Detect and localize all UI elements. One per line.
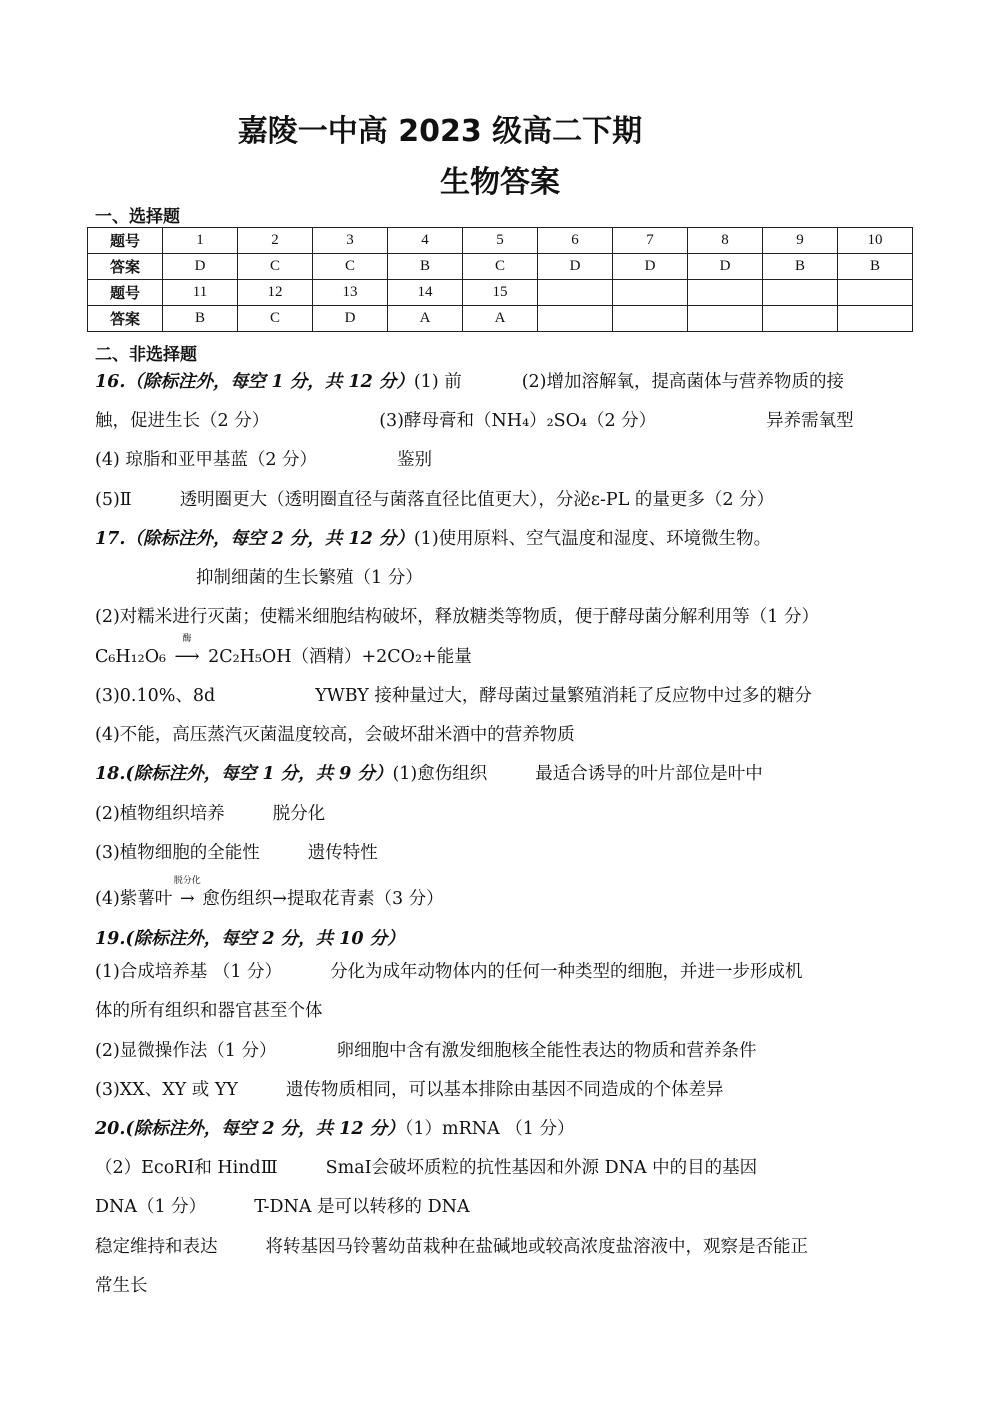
q16-line-3 [95,448,432,472]
q19-heading: 19.(除标注外，每空 2 分，共 10 分） [95,929,405,949]
q17-answer: (4)不能，高压蒸汽灭菌温度较高，会破坏甜米酒中的营养物质 [95,725,575,745]
q20-answer: SmaⅠ会破坏质粒的抗性基因和外源 DNA 中的目的基因 [325,1158,758,1178]
table-row [88,254,913,280]
table-row [88,280,913,306]
q18-line-2 [95,802,325,826]
q20-line-2 [95,1156,757,1180]
q20-answer: 将转基因马铃薯幼苗栽种在盐碱地或较高浓度盐溶液中，观察是否能正 [265,1237,808,1257]
table-cell: D [688,254,763,280]
table-row [88,228,913,254]
table-cell [688,280,763,306]
q16-answer: 透明圈更大（透明圈直径与菌落直径比值更大），分泌ε-PL 的量更多（2 分） [179,490,775,510]
table-cell [763,306,838,332]
q19-line-1 [95,927,405,951]
table-cell: A [388,306,463,332]
table-cell: 5 [463,228,538,254]
q17-line-2 [196,566,423,590]
q20-answer: 稳定维持和表达 [95,1237,218,1257]
q20-heading: 20.(除标注外，每空 2 分，共 12 分） [95,1119,405,1139]
table-cell: 7 [613,228,688,254]
q16-line-2 [95,409,854,433]
q16-answer: (3)酵母膏和（NH₄）₂SO₄（2 分） [379,411,657,431]
q16-answer: (4) 琼脂和亚甲基蓝（2 分） [95,450,318,470]
section1-title: 一、选择题 [95,207,180,227]
q19-line-2 [95,960,803,984]
q19-answer: 体的所有组织和器官甚至个体 [95,1001,323,1021]
table-cell: D [613,254,688,280]
table-cell: 10 [838,228,913,254]
table-cell: 8 [688,228,763,254]
q20-answer: T-DNA 是可以转移的 DNA [254,1197,470,1217]
q18-answer: (1)愈伤组织 [392,764,488,784]
q17-answer: (3)0.10%、8d [95,686,216,706]
q20-line-3 [95,1195,470,1219]
q18-heading: 18.(除标注外，每空 1 分，共 9 分） [95,764,393,784]
table-cell: B [838,254,913,280]
q17-heading: 17.（除标注外，每空 2 分，共 12 分） [95,529,414,549]
q20-answer: 常生长 [95,1276,148,1296]
table-cell [838,306,913,332]
q19-answer: 分化为成年动物体内的任何一种类型的细胞，并进一步形成机 [330,962,803,982]
equation-right: 2C₂H₅OH（酒精）+2CO₂+能量 [208,647,472,667]
q16-answer: 异养需氧型 [766,411,854,431]
q18-line-4 [95,876,444,911]
q17-line-6 [95,723,575,747]
table-cell: 15 [463,280,538,306]
table-cell: D [538,254,613,280]
q18-answer: (2)植物组织培养 [95,804,225,824]
q16-answer: (5)Ⅱ [95,490,132,510]
row-label: 答案 [88,306,163,332]
q16-answer: 触，促进生长（2 分） [95,411,270,431]
table-cell: C [313,254,388,280]
arrow-label: 酶 [182,634,192,644]
q18-answer: 脱分化 [272,804,326,824]
q20-line-5 [95,1274,148,1298]
q18-answer: (4)紫薯叶 [95,889,173,909]
q19-line-3 [95,999,323,1023]
table-cell [763,280,838,306]
q18-line-1 [95,762,763,786]
q20-line-4 [95,1235,808,1259]
q17-answer: 抑制细菌的生长繁殖（1 分） [196,568,423,588]
answer-table [87,227,913,332]
table-cell [613,306,688,332]
q16-line-4 [95,488,774,512]
table-cell: B [163,306,238,332]
q17-answer: (2)对糯米进行灭菌；使糯米细胞结构破坏，释放糖类等物质，便于酵母菌分解利用等（1 分） [95,607,819,627]
equation-left: C₆H₁₂O₆ [95,647,167,667]
q17-equation [95,634,472,669]
table-cell: 11 [163,280,238,306]
arrow-label: 脱分化 [173,876,201,886]
q20-answer: DNA（1 分） [95,1197,207,1217]
q16-line-1 [95,370,844,394]
q18-line-3 [95,841,378,865]
table-cell: 12 [238,280,313,306]
table-cell [838,280,913,306]
table-cell: 1 [163,228,238,254]
q16-answer: (1) 前 [413,372,462,392]
q17-line-5 [95,684,812,708]
arrow-icon: 脱分化 → [173,876,201,909]
q16-heading: 16.（除标注外，每空 1 分，共 12 分） [95,372,414,392]
q19-answer: 卵细胞中含有激发细胞核全能性表达的物质和营养条件 [336,1041,757,1061]
table-cell: D [163,254,238,280]
table-cell: B [388,254,463,280]
q19-line-5 [95,1078,723,1102]
table-cell: 9 [763,228,838,254]
table-cell: 6 [538,228,613,254]
table-cell: B [763,254,838,280]
table-cell: C [238,254,313,280]
q20-answer: （2）EcoRⅠ和 HindⅢ [95,1158,278,1178]
table-cell: 14 [388,280,463,306]
table-cell [613,280,688,306]
q19-line-4 [95,1039,757,1063]
table-cell [688,306,763,332]
q17-answer: (1)使用原料、空气温度和湿度、环境微生物。 [413,529,772,549]
q20-line-1 [95,1117,575,1141]
q19-answer: (3)XX、XY 或 YY [95,1080,238,1100]
page-subtitle: 生物答案 [440,165,560,200]
table-cell: 4 [388,228,463,254]
q18-answer: 愈伤组织→提取花青素（3 分） [202,889,444,909]
table-cell: 3 [313,228,388,254]
q18-answer: (3)植物细胞的全能性 [95,843,260,863]
table-cell: C [238,306,313,332]
row-label: 题号 [88,228,163,254]
q16-answer: 鉴别 [397,450,433,470]
table-cell: A [463,306,538,332]
q19-answer: (2)显微操作法（1 分） [95,1041,277,1061]
table-row [88,306,913,332]
q16-answer: (2)增加溶解氧，提高菌体与营养物质的接 [521,372,845,392]
q18-answer: 遗传特性 [307,843,378,863]
table-cell: 2 [238,228,313,254]
q17-line-3 [95,605,819,629]
row-label: 题号 [88,280,163,306]
table-cell: D [313,306,388,332]
q18-answer: 最适合诱导的叶片部位是叶中 [535,764,763,784]
q19-answer: (1)合成培养基 （1 分） [95,962,283,982]
q17-line-1 [95,527,771,551]
reaction-arrow-icon: 酶 ⟶ [166,645,208,669]
q20-answer: （1）mRNA （1 分） [404,1119,575,1139]
table-cell [538,306,613,332]
table-cell: 13 [313,280,388,306]
row-label: 答案 [88,254,163,280]
q17-answer: YWBY 接种量过大，酵母菌过量繁殖消耗了反应物中过多的糖分 [315,686,812,706]
q19-answer: 遗传物质相同，可以基本排除由基因不同造成的个体差异 [285,1080,724,1100]
page-title: 嘉陵一中高 2023 级高二下期 [237,114,643,149]
table-cell: C [463,254,538,280]
table-cell [538,280,613,306]
section2-title: 二、非选择题 [95,345,197,365]
